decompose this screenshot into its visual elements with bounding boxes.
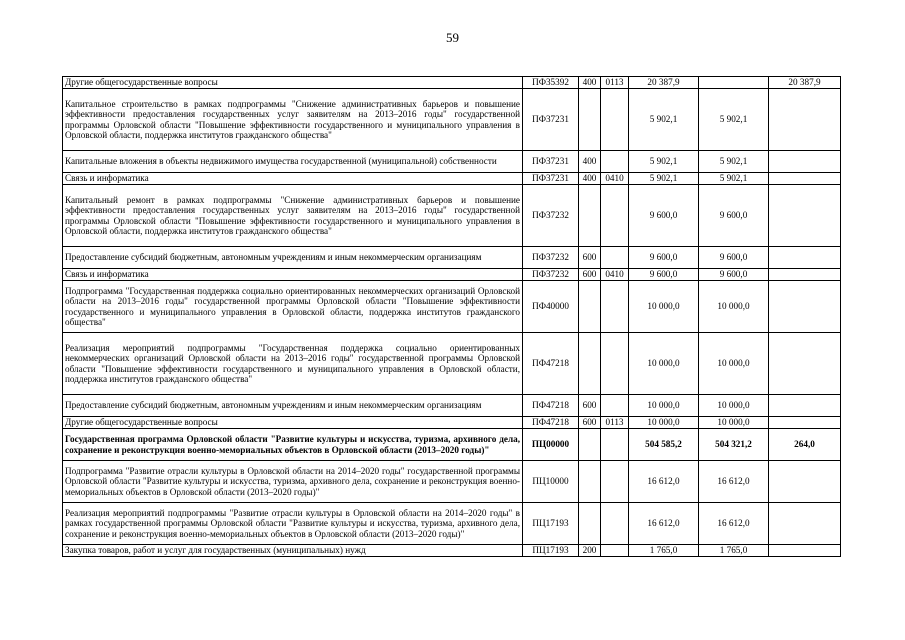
- row-code: ПФ37232: [523, 185, 579, 247]
- row-section: 0113: [601, 417, 629, 429]
- table-row: [63, 333, 841, 395]
- table-row: [63, 247, 841, 269]
- row-name: Подпрограмма "Развитие отрасли культуры в Орловской области на 2014–2020 годы" государственной программы Орловской области "Развитие культуры и искусства, туризма, архивного дела, сохранение и реконструкция военно-мемориальных объектов в Орловской области (2013–2020 годы)": [63, 461, 523, 503]
- table-row: [63, 173, 841, 185]
- row-section: 0410: [601, 269, 629, 281]
- row-amount-2: [769, 151, 841, 173]
- row-code: ПФ35392: [523, 77, 579, 89]
- row-name: Связь и информатика: [63, 269, 523, 281]
- row-section: [601, 151, 629, 173]
- row-section: [601, 333, 629, 395]
- row-group: [579, 281, 601, 333]
- row-section: [601, 89, 629, 151]
- row-code: ПФ37231: [523, 151, 579, 173]
- row-group: 400: [579, 151, 601, 173]
- row-name: Предоставление субсидий бюджетным, автономным учреждениям и иным некоммерческим организациям: [63, 395, 523, 417]
- row-name: Закупка товаров, работ и услуг для государственных (муниципальных) нужд: [63, 545, 523, 557]
- row-amount-2: [769, 173, 841, 185]
- row-group: [579, 185, 601, 247]
- row-amount-1: 10 000,0: [699, 395, 769, 417]
- row-amount-1: 5 902,1: [699, 151, 769, 173]
- row-code: ПФ37231: [523, 173, 579, 185]
- table-row: [63, 417, 841, 429]
- row-name: Государственная программа Орловской области "Развитие культуры и искусства, туризма, архивного дела, сохранение и реконструкция военно-мемориальных объектов в Орловской области (2013–2020 годы)": [63, 429, 523, 461]
- row-section: 0410: [601, 173, 629, 185]
- row-name: Капитальное строительство в рамках подпрограммы "Снижение административных барьеров и повышение эффективности предоставления государственных услуг заявителям на 2013–2016 годы" государственной программы Орловской области "Повышение эффективности государственного и муниципального управления в Орловской области, поддержка институтов гражданского общества": [63, 89, 523, 151]
- row-name: Реализация мероприятий подпрограммы "Государственная поддержка социально ориентированных некоммерческих организаций Орловской области на 2013–2016 годы" государственной программы Орловской области "Повышение эффективности государственного и муниципального управления в Орловской области, поддержка институтов гражданского общества": [63, 333, 523, 395]
- row-name: Другие общегосударственные вопросы: [63, 77, 523, 89]
- row-amount-2: [769, 545, 841, 557]
- row-total: 20 387,9: [629, 77, 699, 89]
- row-amount-2: [769, 503, 841, 545]
- row-amount-1: 9 600,0: [699, 185, 769, 247]
- row-code: ПФ47218: [523, 395, 579, 417]
- row-section: [601, 281, 629, 333]
- row-amount-1: 1 765,0: [699, 545, 769, 557]
- row-group: [579, 461, 601, 503]
- row-name: Другие общегосударственные вопросы: [63, 417, 523, 429]
- row-total: 504 585,2: [629, 429, 699, 461]
- row-amount-2: [769, 395, 841, 417]
- row-total: 5 902,1: [629, 173, 699, 185]
- row-amount-1: 16 612,0: [699, 461, 769, 503]
- row-group: 200: [579, 545, 601, 557]
- row-section: 0113: [601, 77, 629, 89]
- table-row: [63, 503, 841, 545]
- row-total: 10 000,0: [629, 281, 699, 333]
- row-amount-1: 9 600,0: [699, 269, 769, 281]
- row-amount-1: 5 902,1: [699, 89, 769, 151]
- row-amount-1: [699, 77, 769, 89]
- table-row: [63, 281, 841, 333]
- row-total: 9 600,0: [629, 269, 699, 281]
- row-group: 400: [579, 173, 601, 185]
- row-total: 10 000,0: [629, 417, 699, 429]
- row-group: 400: [579, 77, 601, 89]
- row-name: Связь и информатика: [63, 173, 523, 185]
- row-section: [601, 461, 629, 503]
- row-group: [579, 429, 601, 461]
- row-group: [579, 89, 601, 151]
- table-row: [63, 429, 841, 461]
- row-name: Капитальные вложения в объекты недвижимого имущества государственной (муниципальной) собственности: [63, 151, 523, 173]
- row-group: 600: [579, 395, 601, 417]
- row-total: 9 600,0: [629, 185, 699, 247]
- row-total: 10 000,0: [629, 395, 699, 417]
- row-name: Подпрограмма "Государственная поддержка социально ориентированных некоммерческих организаций Орловской области на 2013–2016 годы" государственной программы Орловской области "Повышение эффективности государственного и муниципального управления в Орловской области, поддержка институтов гражданского общества": [63, 281, 523, 333]
- table-row: [63, 77, 841, 89]
- row-amount-2: 264,0: [769, 429, 841, 461]
- row-total: 10 000,0: [629, 333, 699, 395]
- row-code: ПЦ00000: [523, 429, 579, 461]
- table-row: [63, 461, 841, 503]
- table-row: [63, 89, 841, 151]
- row-total: 16 612,0: [629, 503, 699, 545]
- row-code: ПФ47218: [523, 333, 579, 395]
- row-amount-1: 10 000,0: [699, 417, 769, 429]
- row-amount-2: [769, 417, 841, 429]
- row-amount-2: 20 387,9: [769, 77, 841, 89]
- table-row: [63, 395, 841, 417]
- table-row: [63, 185, 841, 247]
- row-amount-2: [769, 247, 841, 269]
- row-code: ПФ37232: [523, 269, 579, 281]
- row-amount-2: [769, 89, 841, 151]
- row-code: ПЦ17193: [523, 545, 579, 557]
- row-code: ПЦ10000: [523, 461, 579, 503]
- row-amount-1: 10 000,0: [699, 281, 769, 333]
- table-row: [63, 269, 841, 281]
- row-total: 16 612,0: [629, 461, 699, 503]
- page-number: 59: [446, 30, 459, 45]
- row-section: [601, 503, 629, 545]
- row-name: Предоставление субсидий бюджетным, автономным учреждениям и иным некоммерческим организациям: [63, 247, 523, 269]
- row-section: [601, 247, 629, 269]
- row-amount-1: 16 612,0: [699, 503, 769, 545]
- row-group: 600: [579, 417, 601, 429]
- row-group: 600: [579, 247, 601, 269]
- budget-table: [62, 76, 841, 557]
- row-section: [601, 545, 629, 557]
- row-total: 5 902,1: [629, 89, 699, 151]
- table-row: [63, 545, 841, 557]
- row-amount-1: 10 000,0: [699, 333, 769, 395]
- row-amount-2: [769, 281, 841, 333]
- row-total: 5 902,1: [629, 151, 699, 173]
- table-row: [63, 151, 841, 173]
- row-code: ПФ37231: [523, 89, 579, 151]
- row-amount-1: 504 321,2: [699, 429, 769, 461]
- row-code: ПФ37232: [523, 247, 579, 269]
- row-group: 600: [579, 269, 601, 281]
- row-name: Реализация мероприятий подпрограммы "Развитие отрасли культуры в Орловской области на 2014–2020 годы" в рамках государственной программы Орловской области "Развитие культуры и искусства, туризма, архивного дела, сохранение и реконструкция военно-мемориальных объектов в Орловской области (2013–2020 годы)": [63, 503, 523, 545]
- row-group: [579, 333, 601, 395]
- row-amount-2: [769, 333, 841, 395]
- row-code: ПЦ17193: [523, 503, 579, 545]
- row-name: Капитальный ремонт в рамках подпрограммы "Снижение административных барьеров и повышение эффективности предоставления государственных услуг заявителям на 2013–2016 годы" государственной программы Орловской области "Повышение эффективности государственного и муниципального управления в Орловской области, поддержка институтов гражданского общества": [63, 185, 523, 247]
- row-total: 1 765,0: [629, 545, 699, 557]
- row-section: [601, 185, 629, 247]
- row-amount-2: [769, 269, 841, 281]
- row-group: [579, 503, 601, 545]
- row-total: 9 600,0: [629, 247, 699, 269]
- row-code: ПФ47218: [523, 417, 579, 429]
- row-section: [601, 395, 629, 417]
- row-amount-2: [769, 185, 841, 247]
- row-amount-2: [769, 461, 841, 503]
- row-amount-1: 5 902,1: [699, 173, 769, 185]
- row-code: ПФ40000: [523, 281, 579, 333]
- row-amount-1: 9 600,0: [699, 247, 769, 269]
- row-section: [601, 429, 629, 461]
